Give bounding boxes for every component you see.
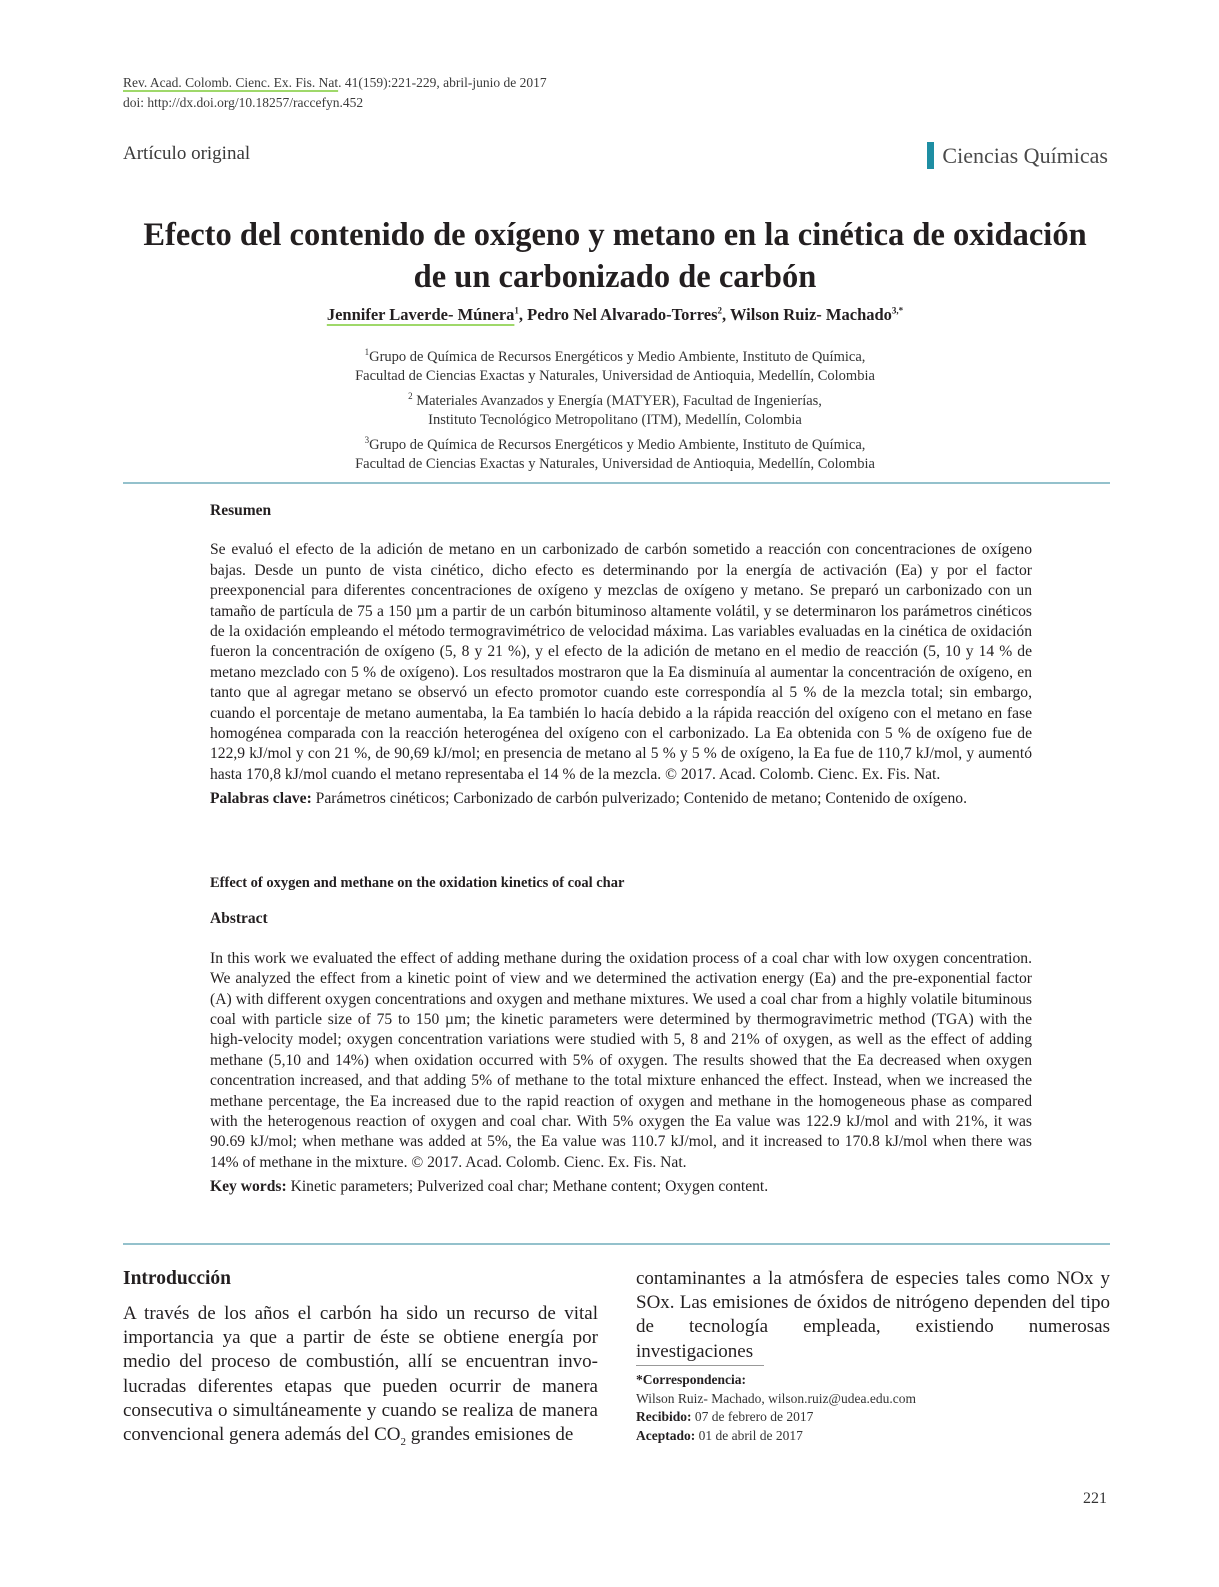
- divider-top: [123, 482, 1110, 484]
- correspondence-contact[interactable]: Wilson Ruiz- Machado, wilson.ruiz@udea.edu.com: [636, 1390, 916, 1406]
- affiliation-line: $^3$Grupo de Química de Recursos Energéticos y Medio Ambiente, Instituto de Química,: [364, 435, 866, 453]
- author-name: Jennifer Laverde- Múnera: [326, 305, 515, 324]
- author-affil-ref: 2: [717, 305, 722, 316]
- correspondence-label: *Correspondencia:: [636, 1372, 746, 1387]
- page-number: 221: [1083, 1490, 1107, 1507]
- author-list: Jennifer Laverde- Múnera$^1$, Pedro Nel Alvarado-Torres$^2$, Wilson Ruiz- Machado$^{3,*}$: [326, 305, 904, 324]
- article-type: Artículo original: [123, 143, 251, 164]
- journal-volume: . 41(159):221-229, abril-junio de 2017: [338, 75, 547, 90]
- received-label: Recibido:: [636, 1409, 692, 1424]
- title-line-2: de un carbonizado de carbón: [413, 259, 817, 295]
- divider-bottom: [123, 1243, 1110, 1245]
- affiliation-line: Facultad de Ciencias Exactas y Naturales, Universidad de Antioquia, Medellín, Colombia: [355, 456, 875, 473]
- section-tag: [927, 142, 1108, 169]
- author-name: Pedro Nel Alvarado-Torres: [527, 305, 718, 324]
- introduction-heading: Introducción: [123, 1268, 231, 1289]
- keywords-list: Kinetic parameters; Pulverized coal char; Methane content; Oxygen content.: [286, 1178, 769, 1196]
- author-affil-ref: 3,*: [891, 305, 904, 316]
- resumen-text: Se evaluó el efecto de la adición de metano en un carbonizado de carbón sometido a reacción con concentraciones de oxígeno bajas. Desde un punto de vista cinético, dicho efecto es determinando por la energía de activación (Ea) y por el factor preexponencial para diferentes concentraciones de oxígeno y mezclas de oxígeno y metano. Se preparó un carbonizado con un tamaño de partícula de 75 a 150 µm a partir de un carbón bituminoso altamente volátil, y se determinaron los parámetros cinéticos de la oxidación empleando el método termogravimétrico de velocidad máxima. Las variables evaluadas en la cinética de oxidación fueron la concentración de oxígeno (5, 8 y 21 %), y el efecto de la adición de metano en el medio de reacción (5, 10 y 14 % de metano mezclado con 5 % de oxígeno). Los resultados mostraron que la Ea disminuía al aumentar la concentración de oxígeno, en tanto que al agregar metano se observó un efecto promotor cuando este correspondía al 5 % de la mezcla total; sin embargo, cuando el porcentaje de metano aumentaba, la Ea también lo hacía debido a la rápida reacción del oxígeno con el metano en fase homogénea comparada con la reacción heterogénea del oxígeno con el carbonizado. La Ea obtenida con 5 % de oxígeno fue de 122,9 kJ/mol y con 21 %, de 90,69 kJ/mol; en presencia de metano al 5 % y 5 % de oxígeno, la Ea fue de 110,7 kJ/mol, y aumentó hasta 170,8 kJ/mol cuando el metano representaba el 14 % de la mezcla. © 2017. Acad. Colomb. Cienc. Ex. Fis. Nat.: [210, 541, 1032, 783]
- english-title: Effect of oxygen and methane on the oxidation kinetics of coal char: [210, 875, 625, 891]
- journal-name: Rev. Acad. Colomb. Cienc. Ex. Fis. Nat: [123, 75, 339, 90]
- abstract-section: [210, 873, 1032, 1198]
- keywords-list: Parámetros cinéticos; Carbonizado de carbón pulverizado; Contenido de metano; Contenido de oxígeno.: [311, 790, 967, 808]
- journal-citation: [123, 73, 547, 113]
- correspondence-footnote: [636, 1371, 916, 1445]
- paper-title: [120, 214, 1110, 298]
- received-date: 07 de febrero de 2017: [691, 1409, 814, 1424]
- affiliations: [120, 343, 1110, 475]
- author-name: Wilson Ruiz- Machado: [729, 305, 892, 324]
- abstract-keywords: [210, 1177, 1032, 1197]
- abstract-text: In this work we evaluated the effect of adding methane during the oxidation process of a coal char with low oxygen concentration. We analyzed the effect from a kinetic point of view and we determined the activation energy (Ea) and the pre-exponential factor (A) with different oxygen concentrations and oxygen and methane mixtures. We used a coal char from a highly volatile bituminous coal with particle size of 75 to 150 µm; the kinetic parameters were determined by thermogravimetric method (TGA) with the high-velocity model; oxygen concentration variations were studied with 5, 8 and 21% of oxygen, as well as the effect of adding methane (5,10 and 14%) when oxidation occurred with 5% of oxygen. The results showed that the Ea decreased when oxygen concentration increased, and that adding 5% of methane to the total mixture enhanced the effect. Instead, when we increased the methane percentage, the Ea increased due to the rapid reaction of oxygen and methane in the homogeneous phase as compared with the heterogenous reaction of oxygen and coal char. With 5% oxygen the Ea value was 122.9 kJ/mol and with 21%, it was 90.69 kJ/mol; when methane was added at 5%, the Ea value was 110.7 kJ/mol, and it increased to 170.8 kJ/mol when there was 14% of methane in the mixture. © 2017. Acad. Colomb. Cienc. Ex. Fis. Nat.: [210, 949, 1032, 1171]
- intro-column-left: A través de los años el carbón ha sido un recurso de vital importancia ya que a partir de éste se obtiene energía por medio del proceso de combustión, allí se encuentran invo-lucradas diferentes etapas que pueden ocurrir de manera consecutiva o simultáneamente y cuando se realiza de manera convencional genera además del $CO_2$ grandes emisiones de: [123, 1303, 598, 1448]
- resumen-section: [210, 501, 1032, 810]
- footnote-rule: [636, 1365, 764, 1366]
- affiliation-line: $^1$Grupo de Química de Recursos Energéticos y Medio Ambiente, Instituto de Química,: [364, 347, 866, 365]
- section-accent-bar: [927, 142, 934, 169]
- abstract-heading: Abstract: [210, 910, 268, 928]
- title-line-1: Efecto del contenido de oxígeno y metano en la cinética de oxidación: [143, 217, 1087, 253]
- keywords-label: Key words:: [210, 1178, 287, 1196]
- section-label: Ciencias Químicas: [942, 142, 1108, 168]
- accepted-date: 01 de abril de 2017: [695, 1427, 803, 1443]
- keywords-label: Palabras clave:: [210, 790, 312, 808]
- author-affil-ref: 1: [514, 305, 519, 316]
- accepted-label: Aceptado:: [636, 1427, 696, 1443]
- affiliation-line: Instituto Tecnológico Metropolitano (ITM), Medellín, Colombia: [428, 412, 802, 429]
- resumen-keywords: [210, 789, 1032, 809]
- intro-column-right: contaminantes a la atmósfera de especies tales como NOx y SOx. Las emisiones de óxidos de nitrógeno dependen del tipo de tecnología empleada, existiendo numerosas investigaciones: [636, 1268, 1110, 1362]
- affiliation-line: $^2$ Materiales Avanzados y Energía (MATYER), Facultad de Ingenierías,: [408, 391, 822, 409]
- resumen-heading: Resumen: [210, 502, 272, 519]
- affiliation-line: Facultad de Ciencias Exactas y Naturales, Universidad de Antioquia, Medellín, Colombia: [355, 368, 875, 385]
- doi-link[interactable]: doi: http://dx.doi.org/10.18257/raccefyn.452: [123, 95, 364, 110]
